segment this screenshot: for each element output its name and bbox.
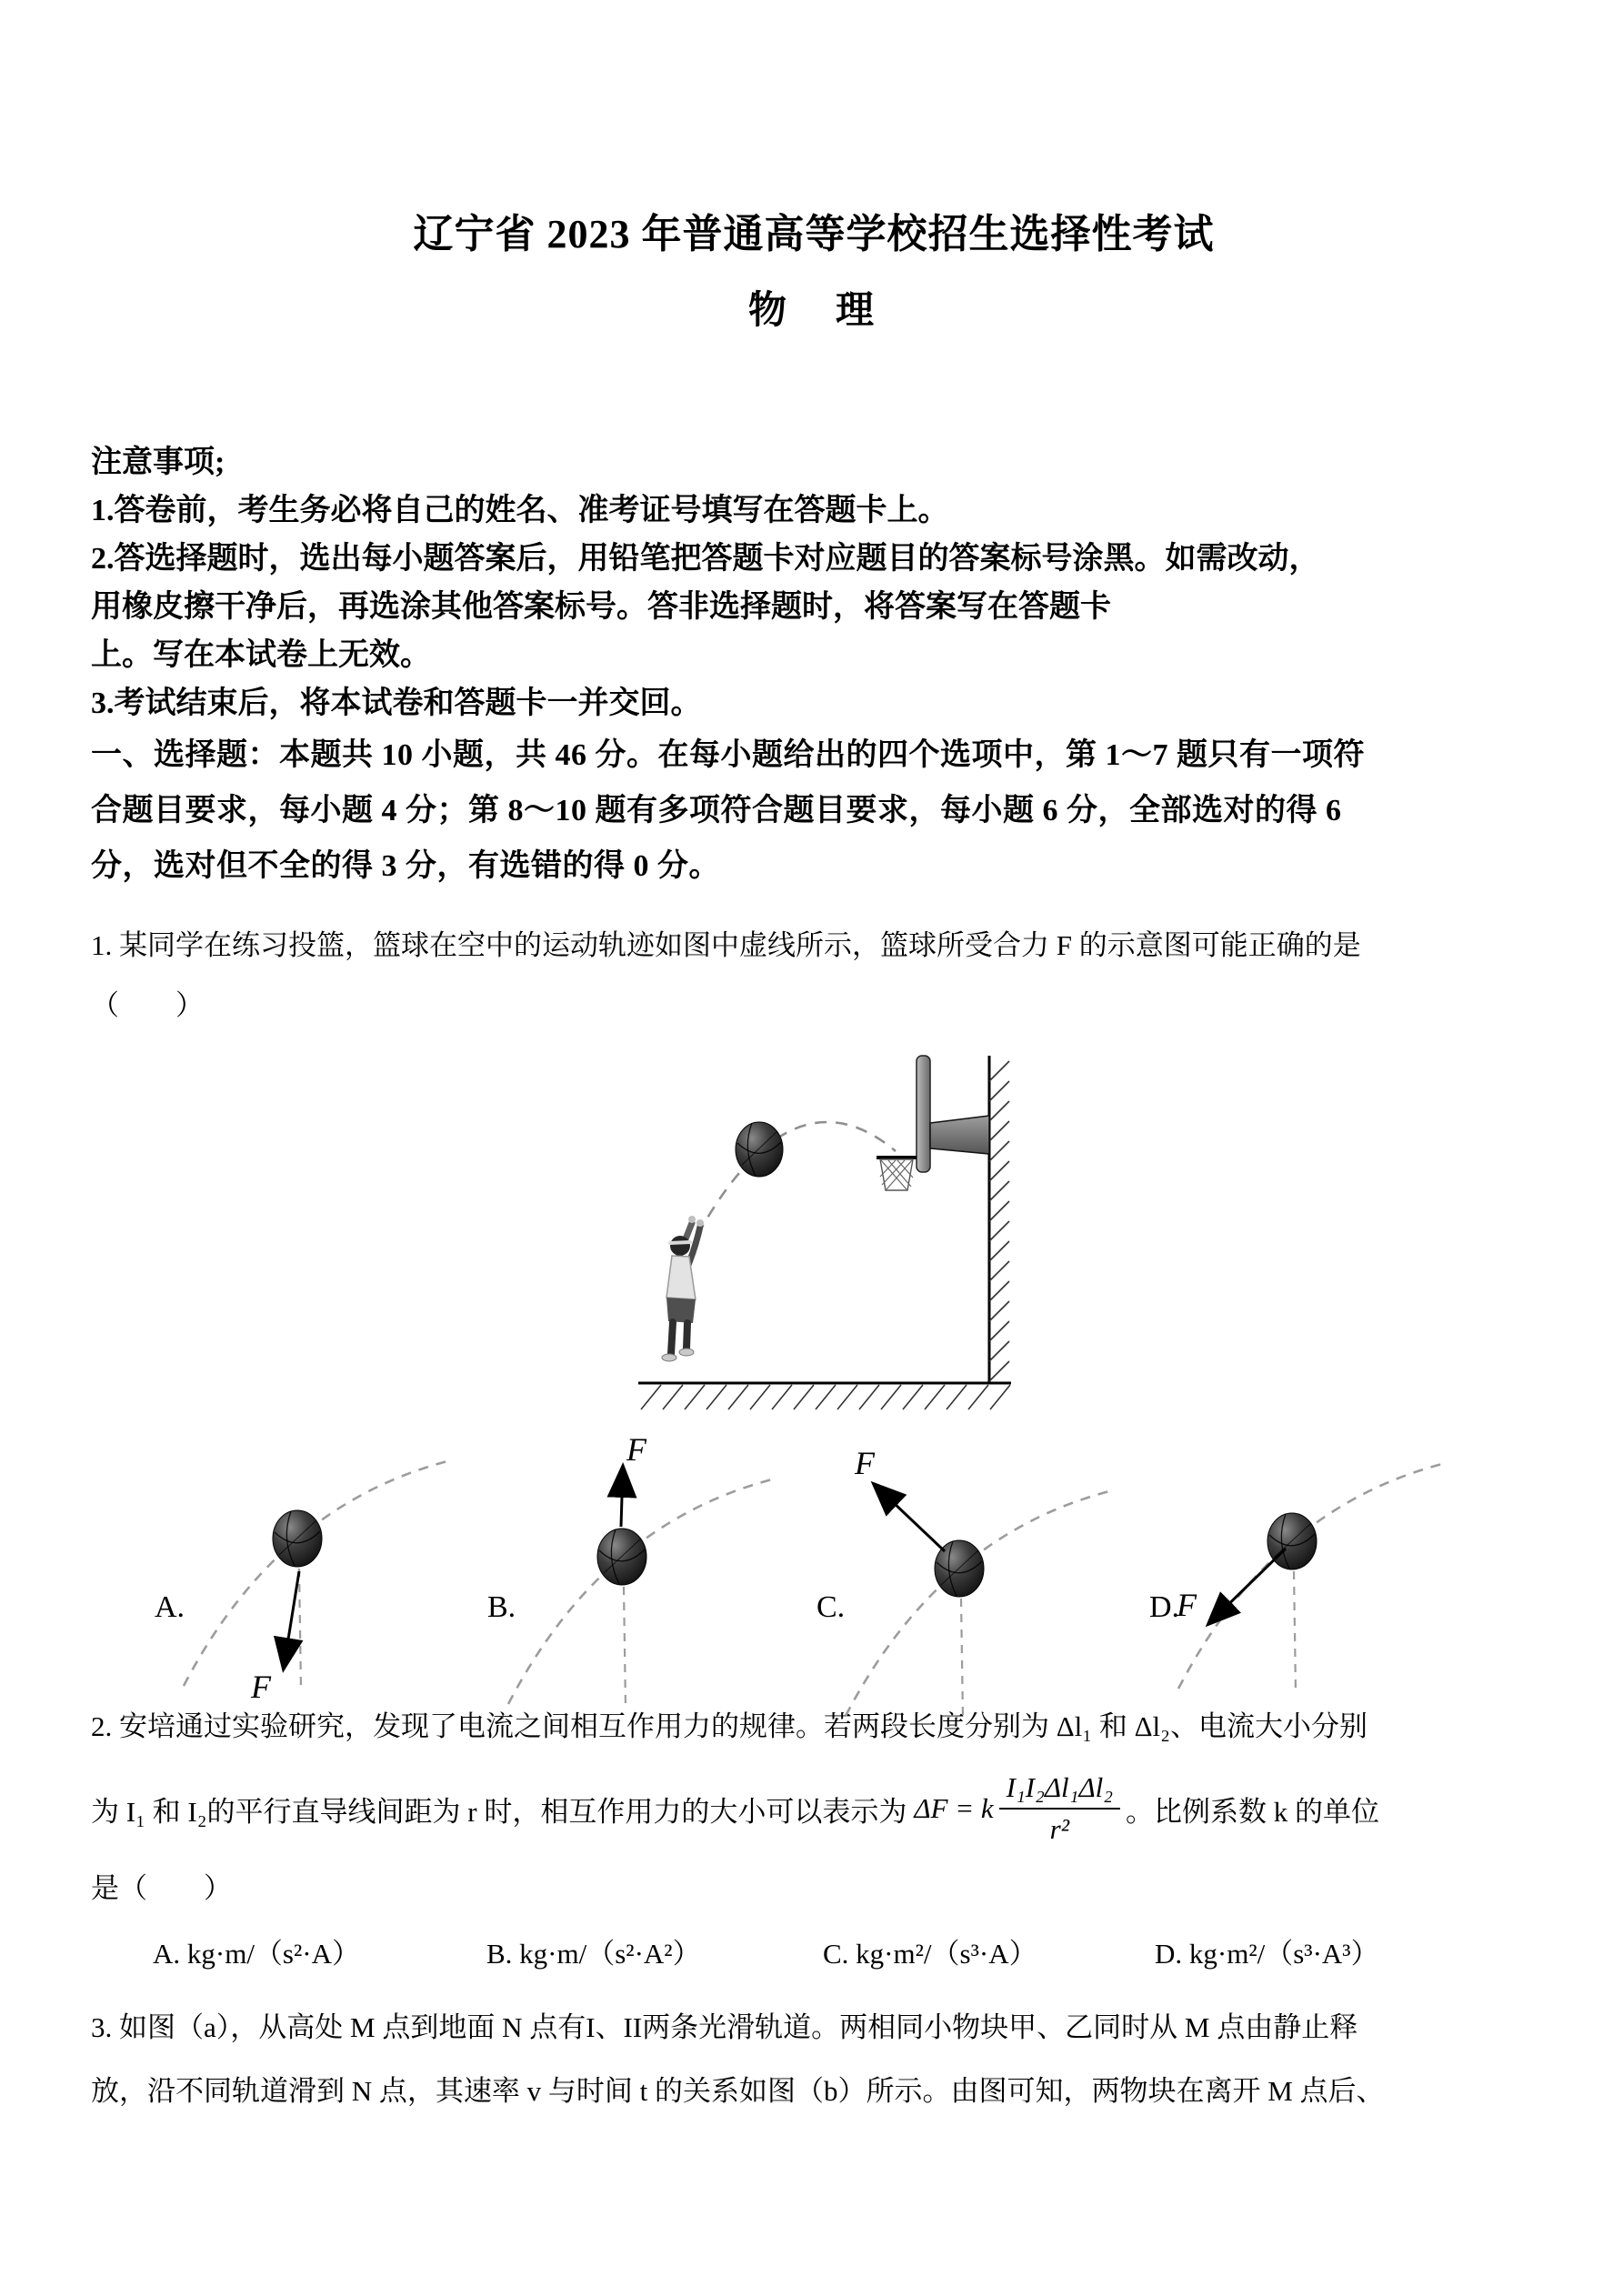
notice-line: 2.答选择题时，选出每小题答案后，用铅笔把答题卡对应题目的答案标号涂黑。如需改动， — [91, 542, 1320, 576]
notice-line: 3.考试结束后，将本试卷和答题卡一并交回。 — [91, 687, 702, 720]
trajectory-arc — [846, 1490, 1113, 1716]
force-arrow — [621, 1468, 623, 1527]
basketball-shot-figure — [411, 1021, 1038, 1430]
page-title: 辽宁省 2023 年普通高等学校招生选择性考试 — [413, 212, 1215, 256]
formula-pre-text: 为 I₁ 和 I₂的平行直导线间距为 r 时，相互作用力的大小可以表示为 — [91, 1795, 907, 1828]
force-arrow — [1209, 1549, 1286, 1623]
basketball — [273, 1510, 322, 1567]
option-b-diagram — [483, 1439, 783, 1720]
player-headband — [670, 1242, 690, 1243]
formula-denominator: r² — [1049, 1813, 1070, 1845]
q2-option-a: A. kg·m/（s²·A） — [153, 1938, 361, 1970]
question-3-text-line1: 3. 如图（a），从高处 M 点到地面 N 点有I、II两条光滑轨道。两相同小物块甲、乙同时从 M 点由静止释 — [91, 2011, 1358, 2043]
player-shoe — [662, 1354, 676, 1361]
player-leg — [671, 1322, 673, 1354]
f-label: F — [855, 1450, 875, 1481]
vertical-dashed-line — [1294, 1571, 1296, 1691]
section-line: 分，选对但不全的得 3 分，有选错的得 0 分。 — [91, 849, 720, 883]
notice-heading: 注意事项; — [91, 446, 225, 479]
vertical-dashed-line — [624, 1587, 626, 1707]
notice-line: 1.答卷前，考生务必将自己的姓名、准考证号填写在答题卡上。 — [91, 494, 949, 527]
question-2-options — [91, 1930, 1537, 1974]
ground-hatching — [641, 1385, 1010, 1409]
f-label: F — [251, 1669, 271, 1702]
option-c-label: C. — [817, 1590, 846, 1624]
q2-option-b: B. kg·m/（s²·A²） — [486, 1938, 701, 1970]
trajectory-arc — [184, 1460, 451, 1686]
section-line: 合题目要求，每小题 4 分；第 8～10 题有多项符合题目要求，每小题 6 分，全部选对的得 6 — [91, 794, 1342, 827]
question-1-options — [0, 1416, 1623, 1716]
trajectory-arc — [508, 1479, 776, 1704]
section-line: 一、选择题：本题共 10 小题，共 46 分。在每小题给出的四个选项中，第 1～7 题只有一项符 — [91, 738, 1365, 772]
question-2-answer-bracket: 是（ ） — [91, 1872, 232, 1904]
trajectory-dashed-arc — [697, 1122, 896, 1235]
option-d-diagram — [1153, 1423, 1453, 1705]
subject-title: 物 理 — [747, 290, 879, 332]
f-label: F — [1177, 1587, 1197, 1623]
question-2 — [91, 1698, 1537, 1974]
vertical-dashed-line — [299, 1569, 301, 1689]
question-2-text-line1: 2. 安培通过实验研究，发现了电流之间相互作用力的规律。若两段长度分别为 Δl₁ 和 Δl₂、电流大小分别 — [91, 1710, 1368, 1742]
player-hand — [688, 1216, 696, 1223]
player-leg — [686, 1323, 687, 1349]
formula-post-text: 。比例系数 k 的单位 — [1126, 1795, 1380, 1828]
option-c-diagram — [820, 1450, 1120, 1732]
question-3 — [91, 1996, 1537, 2123]
basketball — [736, 1122, 783, 1177]
question-2-text-line2 — [91, 1756, 1537, 1861]
backboard — [917, 1056, 989, 1172]
question-1 — [91, 916, 1537, 1036]
wall — [989, 1056, 1009, 1383]
formula-lhs: ΔF = k — [914, 1792, 994, 1824]
question-1-answer-bracket: （ ） — [91, 989, 204, 1021]
option-b-label: B. — [487, 1590, 516, 1624]
notice-line: 用橡皮擦干净后，再选涂其他答案标号。答非选择题时，将答案写在答题卡 — [91, 590, 1111, 624]
q2-option-c: C. kg·m²/（s³·A） — [823, 1938, 1037, 1970]
basketball — [597, 1529, 646, 1585]
notice-block — [91, 438, 1537, 727]
question-1-text: 1. 某同学在练习投篮，篮球在空中的运动轨迹如图中虚线所示，篮球所受合力 F 的示意图可能正确的是 — [91, 929, 1361, 961]
section-intro — [91, 727, 1537, 894]
trajectory-arc — [1178, 1463, 1446, 1689]
option-a-diagram — [158, 1420, 458, 1702]
question-1-figure — [411, 1021, 1537, 1430]
q2-option-d: D. kg·m²/（s³·A³） — [1155, 1938, 1379, 1970]
question-3-text-line2: 放，沿不同轨道滑到 N 点，其速率 v 与时间 t 的关系如图（b）所示。由图可知，两物块在离开 M 点后、 — [91, 2075, 1385, 2107]
player-head — [670, 1236, 690, 1256]
force-arrow — [284, 1571, 299, 1668]
ground — [638, 1383, 1011, 1409]
player-hand — [696, 1219, 704, 1227]
vertical-dashed-line — [961, 1599, 963, 1719]
player — [662, 1216, 704, 1361]
option-a-label: A. — [155, 1590, 185, 1624]
notice-line: 上。写在本试卷上无效。 — [91, 638, 431, 672]
basket-net — [877, 1158, 917, 1190]
player-shoe — [679, 1349, 694, 1356]
f-label: F — [626, 1439, 646, 1468]
option-d-label: D. — [1149, 1590, 1180, 1624]
formula-fraction — [999, 1771, 1120, 1846]
formula-numerator: I₁I₂Δl₁Δl₂ — [999, 1771, 1120, 1810]
force-arrow — [875, 1485, 945, 1551]
backboard-bracket — [930, 1116, 989, 1154]
wall-hatching — [989, 1061, 1009, 1381]
